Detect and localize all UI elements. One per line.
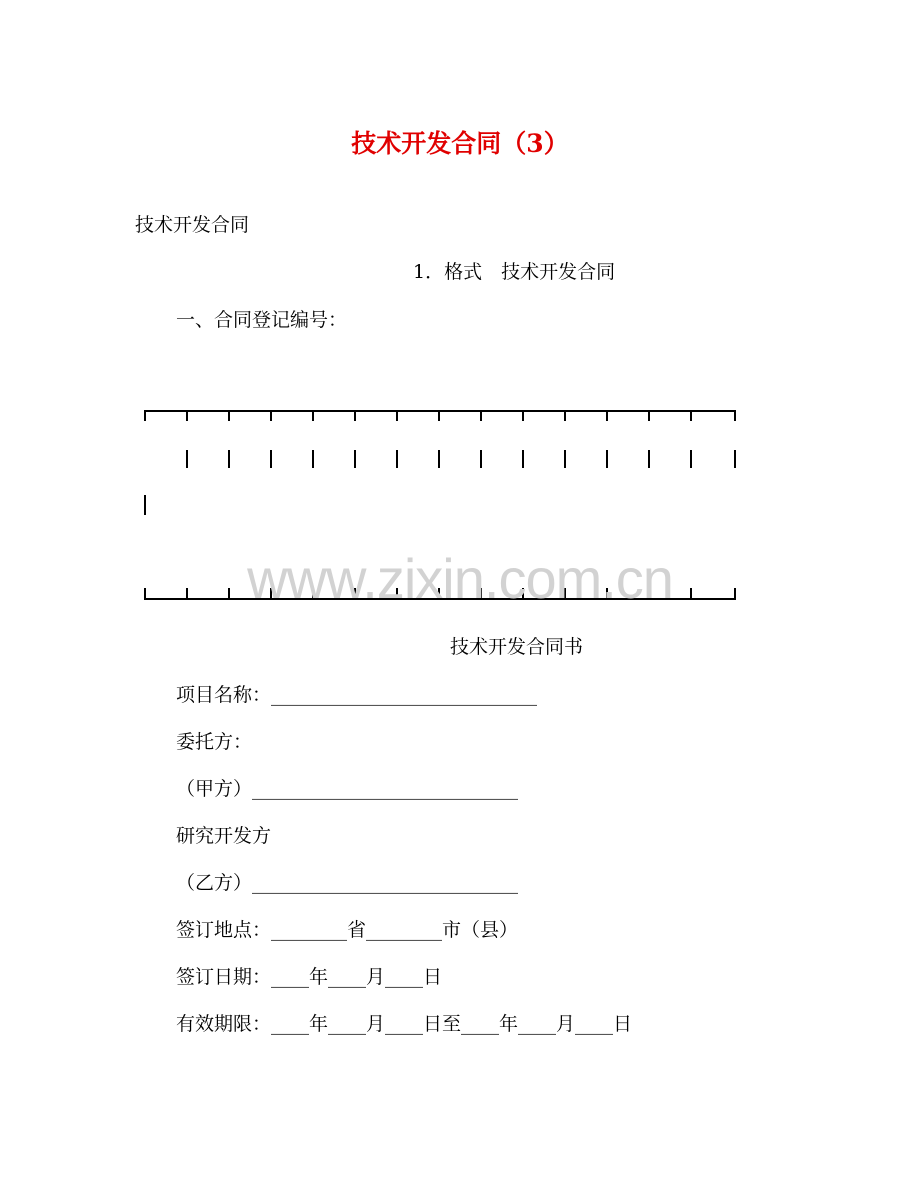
party-a-field: （甲方）____________________________ [176, 778, 519, 800]
document-title: 技术开发合同（3） [351, 129, 569, 158]
registration-number-label: 一、合同登记编号： [176, 309, 348, 331]
grid-tick [270, 410, 272, 421]
grid-divider [144, 495, 146, 515]
grid-divider [606, 450, 608, 468]
party-b-field: （乙方）____________________________ [176, 872, 519, 894]
grid-divider [438, 450, 440, 468]
contract-book-title: 技术开发合同书 [450, 636, 584, 658]
grid-tick [690, 410, 692, 421]
grid-tick [144, 410, 146, 421]
contract-heading: 技术开发合同 [135, 214, 250, 236]
format-line: 1．格式 技术开发合同 [413, 261, 616, 283]
grid-tick [312, 410, 314, 421]
grid-divider [186, 450, 188, 468]
grid-tick [480, 410, 482, 421]
grid-tick [648, 410, 650, 421]
project-name-field: 项目名称：____________________________ [176, 684, 538, 706]
grid-tick [606, 410, 608, 421]
grid-tick [438, 410, 440, 421]
grid-divider [354, 450, 356, 468]
grid-tick [354, 410, 356, 421]
grid-divider [564, 450, 566, 468]
grid-divider [480, 450, 482, 468]
signing-date-field: 签订日期：____年____月____日 [176, 966, 443, 988]
grid-divider [228, 450, 230, 468]
developer-label: 研究开发方 [176, 825, 272, 847]
grid-tick [186, 410, 188, 421]
signing-place-field: 签订地点：________省________市（县） [176, 919, 519, 941]
valid-period-field: 有效期限：____年____月____日至____年____月____日 [176, 1013, 633, 1035]
grid-divider [312, 450, 314, 468]
grid-divider [734, 450, 736, 468]
grid-divider [270, 450, 272, 468]
grid-tick [396, 410, 398, 421]
grid-divider [648, 450, 650, 468]
grid-tick [228, 410, 230, 421]
watermark: www.zixin.com.cn [247, 547, 673, 610]
grid-tick [734, 410, 736, 421]
grid-divider [396, 450, 398, 468]
grid-divider [522, 450, 524, 468]
grid-tick [564, 410, 566, 421]
client-label: 委托方： [176, 731, 253, 753]
grid-divider [690, 450, 692, 468]
grid-tick [522, 410, 524, 421]
